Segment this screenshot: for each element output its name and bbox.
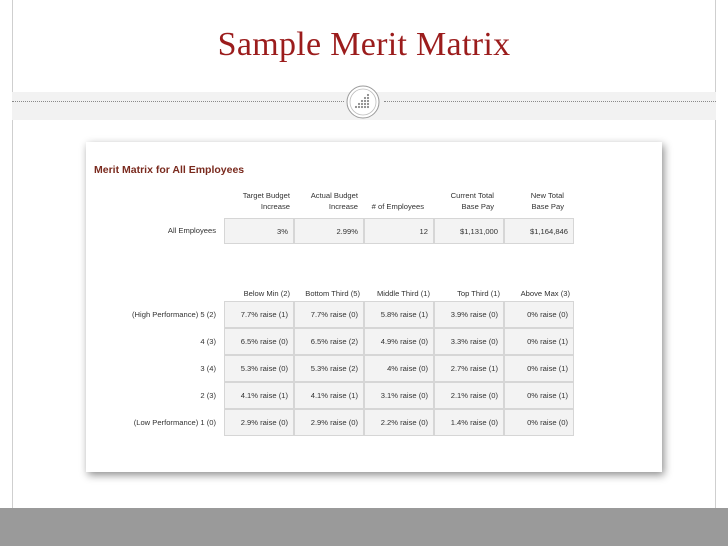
budget-cell: 12 [364,218,434,244]
matrix-cell: 7.7% raise (0) [294,301,364,328]
matrix-cell: 2.9% raise (0) [294,409,364,436]
matrix-cell: 5.3% raise (0) [224,355,294,382]
matrix-cell: 5.3% raise (2) [294,355,364,382]
budget-cell: 3% [224,218,294,244]
merit-matrix-panel [86,142,662,472]
matrix-row-label: 3 (4) [200,364,216,373]
matrix-cell: 0% raise (1) [504,355,574,382]
budget-cell: $1,164,846 [504,218,574,244]
matrix-cell: 2.9% raise (0) [224,409,294,436]
matrix-cell: 4% raise (0) [364,355,434,382]
matrix-cell: 0% raise (1) [504,382,574,409]
matrix-cell: 2.7% raise (1) [434,355,504,382]
matrix-cell: 0% raise (1) [504,328,574,355]
matrix-cell: 4.9% raise (0) [364,328,434,355]
matrix-cell: 3.3% raise (0) [434,328,504,355]
matrix-cell: 4.1% raise (1) [294,382,364,409]
matrix-header: Below Min (2) [243,289,290,298]
matrix-cell: 3.9% raise (0) [434,301,504,328]
budget-header: Actual Budget Increase [310,191,358,211]
divider-line-right [384,101,716,102]
matrix-cell: 4.1% raise (1) [224,382,294,409]
matrix-cell: 6.5% raise (2) [294,328,364,355]
budget-header: New Total Base Pay [530,191,564,211]
budget-header: Current Total Base Pay [450,191,494,211]
matrix-row-label: (High Performance) 5 (2) [132,310,216,319]
budget-header: # of Employees [371,202,424,211]
budget-cell: $1,131,000 [434,218,504,244]
matrix-row-label: 4 (3) [200,337,216,346]
matrix-header: Top Third (1) [457,289,500,298]
matrix-cell: 5.8% raise (1) [364,301,434,328]
budget-row-label: All Employees [167,226,216,235]
matrix-header: Middle Third (1) [376,289,430,298]
matrix-row-label: 2 (3) [200,391,216,400]
matrix-cell: 3.1% raise (0) [364,382,434,409]
matrix-header: Bottom Third (5) [305,289,360,298]
matrix-cell: 0% raise (0) [504,409,574,436]
slide-title: Sample Merit Matrix [217,26,511,63]
budget-header: Target Budget Increase [242,191,290,211]
divider-line-left [12,101,344,102]
matrix-cell: 7.7% raise (1) [224,301,294,328]
matrix-cell: 6.5% raise (0) [224,328,294,355]
matrix-cell: 2.2% raise (0) [364,409,434,436]
matrix-header: Above Max (3) [520,289,570,298]
matrix-cell: 0% raise (0) [504,301,574,328]
budget-cell: 2.99% [294,218,364,244]
matrix-cell: 2.1% raise (0) [434,382,504,409]
matrix-row-label: (Low Performance) 1 (0) [133,418,216,427]
matrix-cell: 1.4% raise (0) [434,409,504,436]
panel-title: Merit Matrix for All Employees [94,164,245,176]
slide-footer-bar [0,508,728,546]
dotted-grid-logo-icon [345,84,381,120]
